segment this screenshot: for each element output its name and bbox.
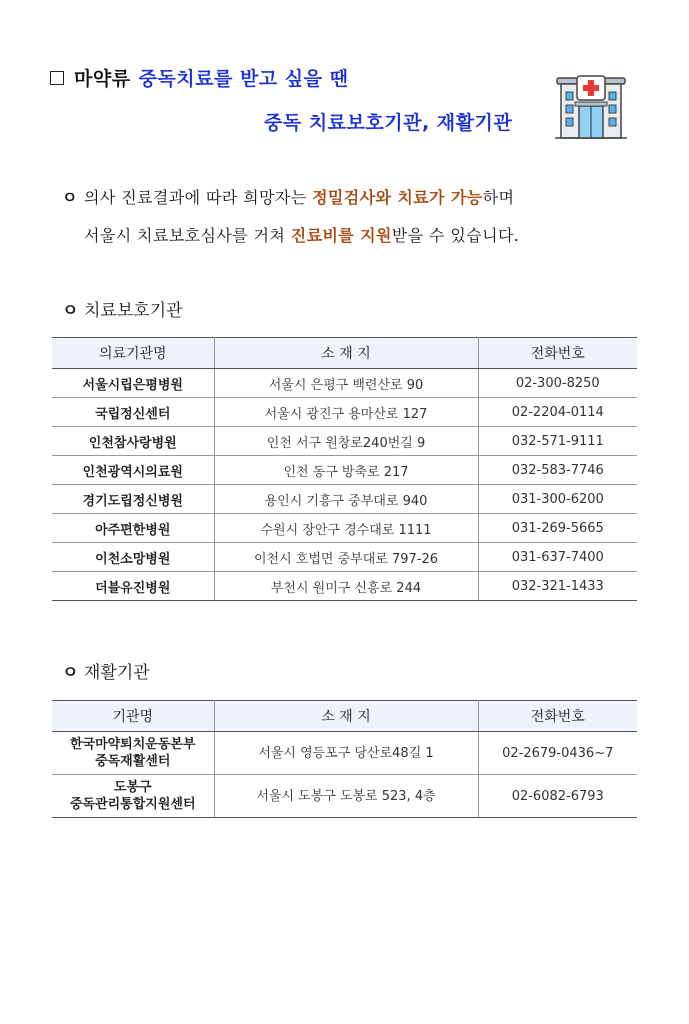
checkbox-icon xyxy=(50,71,64,85)
title-prefix: 마약류 xyxy=(74,68,131,90)
institution-name: 국립정신센터 xyxy=(52,398,214,427)
rehab-institutions-table xyxy=(52,700,637,818)
institution-name: 인천광역시의료원 xyxy=(52,456,214,485)
intro-highlight-1: 정밀검사와 치료가 가능 xyxy=(312,188,483,207)
institution-address: 부천시 원미구 신흥로 244 xyxy=(214,572,478,601)
section-title-text: 재활기관 xyxy=(84,663,150,683)
institution-phone: 032-321-1433 xyxy=(478,572,637,601)
institution-name xyxy=(52,775,214,818)
institution-name: 아주편한병원 xyxy=(52,514,214,543)
intro-line-2-text: 서울시 치료보호심사를 거쳐 xyxy=(84,226,291,245)
column-header-name: 의료기관명 xyxy=(52,338,214,369)
institution-phone: 02-2679-0436~7 xyxy=(478,732,637,775)
intro-line-1-text: 의사 진료결과에 따라 희망자는 xyxy=(84,188,313,207)
table-row xyxy=(52,456,637,485)
table-row xyxy=(52,514,637,543)
intro-line-1-tail: 하며 xyxy=(482,188,515,207)
table-row xyxy=(52,572,637,601)
institution-name-line-2: 중독관리통합지원센터 xyxy=(69,797,196,812)
bullet-marker: ㅇ xyxy=(62,663,79,683)
institution-phone: 02-2204-0114 xyxy=(478,398,637,427)
institution-phone: 031-269-5665 xyxy=(478,514,637,543)
institution-phone: 031-300-6200 xyxy=(478,485,637,514)
title-accent: 중독치료를 받고 싶을 땐 xyxy=(138,68,349,90)
institution-phone: 032-583-7746 xyxy=(478,456,637,485)
table-row xyxy=(52,369,637,398)
intro-highlight-2: 진료비를 지원 xyxy=(290,226,392,245)
table-row xyxy=(52,427,637,456)
intro-line-1 xyxy=(62,185,514,208)
table-row xyxy=(52,398,637,427)
table-row xyxy=(52,732,637,775)
institution-name: 더블유진병원 xyxy=(52,572,214,601)
column-header-phone: 전화번호 xyxy=(478,701,637,732)
column-header-address: 소 재 지 xyxy=(214,338,478,369)
page-subtitle: 중독 치료보호기관, 재활기관 xyxy=(264,112,513,134)
institution-address: 인천 서구 원창로240번길 9 xyxy=(214,427,478,456)
institution-phone: 032-571-9111 xyxy=(478,427,637,456)
intro-line-2-tail: 받을 수 있습니다. xyxy=(391,226,520,245)
column-header-name: 기관명 xyxy=(52,701,214,732)
institution-name: 인천참사랑병원 xyxy=(52,427,214,456)
section-title-text: 치료보호기관 xyxy=(84,301,183,321)
column-header-address: 소 재 지 xyxy=(214,701,478,732)
institution-address: 용인시 기흥구 중부대로 940 xyxy=(214,485,478,514)
institution-name: 경기도립정신병원 xyxy=(52,485,214,514)
institution-name-line-1: 한국마약퇴치운동본부 xyxy=(69,737,196,752)
section-title-treatment xyxy=(62,296,183,321)
column-header-phone: 전화번호 xyxy=(478,338,637,369)
institution-address: 서울시 도봉구 도봉로 523, 4층 xyxy=(214,775,478,818)
institution-phone: 02-6082-6793 xyxy=(478,775,637,818)
institution-phone: 031-637-7400 xyxy=(478,543,637,572)
table-row xyxy=(52,543,637,572)
institution-name: 이천소망병원 xyxy=(52,543,214,572)
table-row xyxy=(52,485,637,514)
table-row xyxy=(52,775,637,818)
intro-line-2 xyxy=(84,223,519,246)
bullet-marker: ㅇ xyxy=(62,188,78,207)
bullet-marker: ㅇ xyxy=(62,301,79,321)
institution-name-line-1: 도봉구 xyxy=(113,780,152,795)
institution-address: 서울시 광진구 용마산로 127 xyxy=(214,398,478,427)
institution-address: 서울시 영등포구 당산로48길 1 xyxy=(214,732,478,775)
page-title xyxy=(50,64,348,91)
institution-phone: 02-300-8250 xyxy=(478,369,637,398)
institution-name-line-2: 중독재활센터 xyxy=(95,754,171,769)
institution-name: 서울시립은평병원 xyxy=(52,369,214,398)
table-header-row xyxy=(52,338,637,369)
institution-address: 수원시 장안구 경수대로 1111 xyxy=(214,514,478,543)
table-header-row xyxy=(52,701,637,732)
institution-address: 이천시 호법면 중부대로 797-26 xyxy=(214,543,478,572)
treatment-institutions-table xyxy=(52,337,637,601)
hospital-building-icon xyxy=(553,72,629,142)
institution-address: 서울시 은평구 백련산로 90 xyxy=(214,369,478,398)
institution-name xyxy=(52,732,214,775)
section-title-rehab xyxy=(62,658,150,683)
institution-address: 인천 동구 방축로 217 xyxy=(214,456,478,485)
